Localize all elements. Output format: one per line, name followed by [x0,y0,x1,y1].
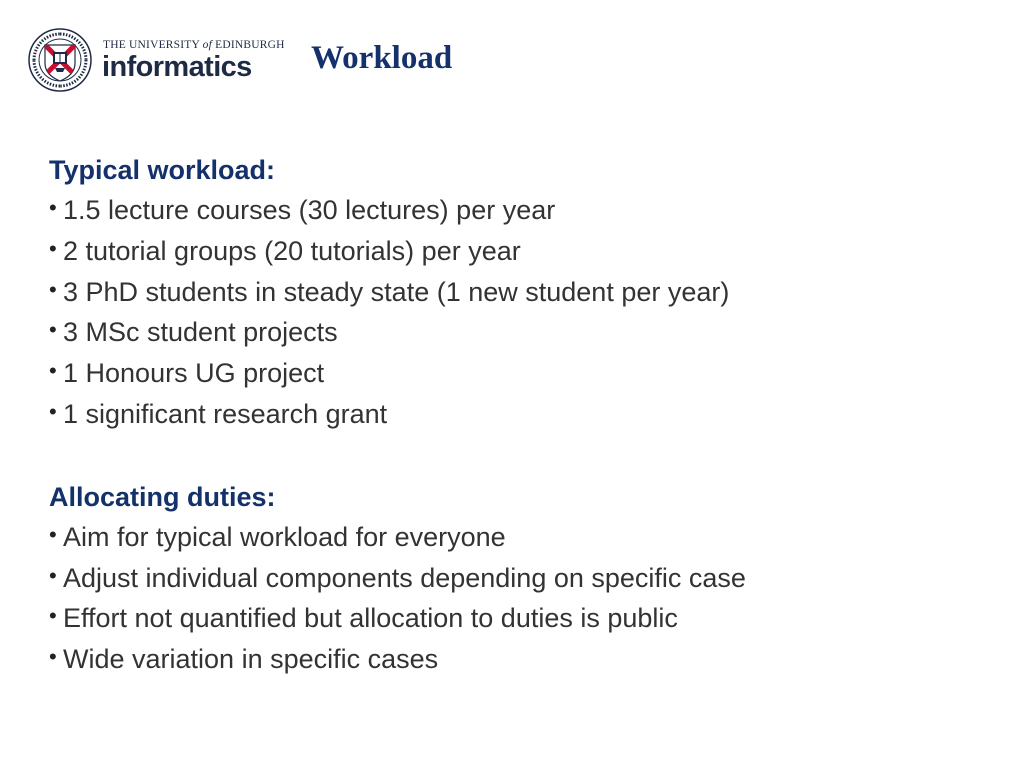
bullet-list [49,517,999,680]
section-typical-workload [49,150,999,435]
section-allocating-duties [49,477,999,680]
bullet-item [49,272,999,313]
bullet-item [49,394,999,435]
bullet-glyph: • [49,317,57,343]
bullet-glyph: • [49,603,57,629]
university-name-of: of [202,39,213,51]
bullet-item [49,517,999,558]
bullet-glyph: • [49,358,57,384]
section-heading: Typical workload: [49,155,276,185]
bullet-text: Wide variation in specific cases [63,644,439,675]
bullet-item [49,558,999,599]
bullet-item [49,231,999,272]
bullet-text: 1 significant research grant [63,398,388,429]
bullet-text: 1 Honours UG project [63,358,325,389]
bullet-list [49,190,999,435]
university-name [103,39,285,51]
university-crest-icon [28,28,92,92]
bullet-item [49,598,999,639]
school-name: informatics [102,51,252,83]
university-name-part: THE UNIVERSITY [103,39,203,51]
bullet-text: 2 tutorial groups (20 tutorials) per year [63,235,521,266]
bullet-glyph: • [49,398,57,424]
slide-title: Workload [311,40,453,76]
bullet-text: Aim for typical workload for everyone [63,521,506,552]
bullet-text: 3 MSc student projects [63,317,338,348]
bullet-glyph: • [49,562,57,588]
bullet-item [49,312,999,353]
bullet-item [49,639,999,680]
bullet-glyph: • [49,644,57,670]
bullet-glyph: • [49,521,57,547]
section-spacer [49,435,999,477]
bullet-glyph: • [49,276,57,302]
bullet-glyph: • [49,195,57,220]
university-name-part: EDINBURGH [212,39,285,51]
bullet-text: 3 PhD students in steady state (1 new student per year) [63,276,730,307]
section-heading: Allocating duties: [49,481,276,512]
bullet-text: 1.5 lecture courses (30 lectures) per year [63,195,556,225]
bullet-text: Adjust individual components depending on specific case [63,562,746,593]
bullet-item [49,353,999,394]
slide-body [49,150,999,680]
bullet-glyph: • [49,235,57,261]
bullet-item [49,190,999,231]
university-logo [28,28,285,92]
bullet-text: Effort not quantified but allocation to duties is public [63,603,678,634]
